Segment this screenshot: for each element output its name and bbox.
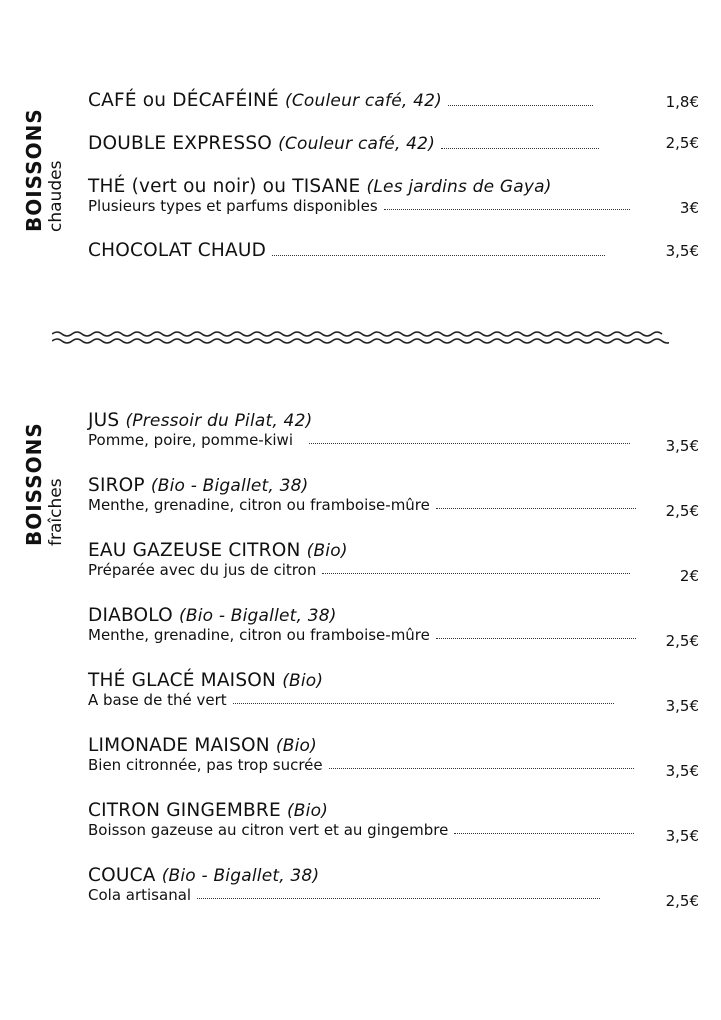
- section-title: BOISSONS: [22, 422, 46, 546]
- item-source: (Les jardins de Gaya): [366, 177, 552, 197]
- item-description: Menthe, grenadine, citron ou framboise-mûre: [88, 496, 430, 514]
- item-price: 3,5€: [665, 827, 699, 845]
- dot-leader: [441, 148, 599, 149]
- dot-leader: [436, 638, 636, 639]
- dot-leader: [233, 703, 614, 704]
- menu-item: [88, 605, 700, 644]
- item-name: EAU GAZEUSE CITRON: [88, 540, 301, 561]
- item-description: Cola artisanal: [88, 886, 192, 904]
- item-source: (Bio): [282, 671, 324, 691]
- item-name: CITRON GINGEMBRE: [88, 800, 281, 821]
- menu-item: [88, 133, 700, 154]
- item-description: Préparée avec du jus de citron: [88, 561, 317, 579]
- item-source: (Bio): [306, 541, 348, 561]
- menu-item: [88, 800, 700, 839]
- menu-item: [88, 540, 700, 579]
- item-source: (Couleur café, 42): [285, 91, 442, 111]
- item-name: DIABOLO: [88, 605, 173, 626]
- dot-leader: [454, 833, 634, 834]
- item-description: A base de thé vert: [88, 691, 227, 709]
- dot-leader: [197, 898, 600, 899]
- item-name: CHOCOLAT CHAUD: [88, 240, 267, 261]
- item-source: (Bio): [275, 736, 317, 756]
- item-name: CAFÉ ou DÉCAFÉINÉ: [88, 90, 279, 111]
- item-description: Bien citronnée, pas trop sucrée: [88, 756, 323, 774]
- item-name: THÉ (vert ou noir) ou TISANE: [88, 176, 361, 197]
- section-label-hot: [22, 108, 66, 232]
- item-name: LIMONADE MAISON: [88, 735, 270, 756]
- dot-leader: [309, 443, 630, 444]
- item-name: JUS: [88, 410, 120, 431]
- item-price: 2,5€: [665, 632, 699, 650]
- item-name: COUCA: [88, 865, 156, 886]
- menu-item: [88, 670, 700, 709]
- item-source: (Couleur café, 42): [278, 134, 436, 154]
- menu-item: [88, 865, 700, 904]
- item-description: Plusieurs types et parfums disponibles: [88, 197, 378, 215]
- section-label-cold: [22, 422, 66, 546]
- dot-leader: [448, 105, 593, 106]
- menu-item: [88, 735, 700, 774]
- item-price: 2,5€: [665, 134, 699, 152]
- item-source: (Bio - Bigallet, 38): [179, 606, 337, 626]
- menu-item: [88, 90, 700, 111]
- item-price: 3,5€: [665, 697, 699, 715]
- dot-leader: [329, 768, 634, 769]
- dot-leader: [436, 508, 636, 509]
- item-name: DOUBLE EXPRESSO: [88, 133, 273, 154]
- dot-leader: [384, 209, 630, 210]
- item-description: Menthe, grenadine, citron ou framboise-mûre: [88, 626, 430, 644]
- dot-leader: [322, 573, 630, 574]
- item-source: (Bio): [286, 801, 329, 821]
- wave-divider: [52, 330, 669, 346]
- dot-leader: [272, 255, 605, 256]
- item-description: Boisson gazeuse au citron vert et au gingembre: [88, 821, 449, 839]
- item-price: 2€: [679, 567, 699, 585]
- item-name: SIROP: [88, 475, 145, 496]
- item-price: 1,8€: [665, 93, 699, 111]
- item-source: (Pressoir du Pilat, 42): [125, 411, 313, 431]
- menu-item: [88, 410, 700, 449]
- menu-item: [88, 176, 700, 215]
- item-source: (Bio - Bigallet, 38): [150, 476, 309, 496]
- item-name: THÉ GLACÉ MAISON: [88, 670, 277, 691]
- item-price: 3,5€: [665, 242, 699, 260]
- item-price: 3,5€: [665, 437, 699, 455]
- item-price: 2,5€: [665, 502, 699, 520]
- menu-item: [88, 475, 700, 514]
- section-subtitle: fraîches: [46, 478, 66, 546]
- item-source: (Bio - Bigallet, 38): [161, 866, 320, 886]
- menu-item: [88, 240, 700, 261]
- item-price: 3€: [679, 199, 699, 217]
- item-description: Pomme, poire, pomme-kiwi: [88, 431, 293, 449]
- item-price: 3,5€: [665, 762, 699, 780]
- section-subtitle: chaudes: [46, 160, 66, 232]
- section-title: BOISSONS: [22, 108, 46, 232]
- item-price: 2,5€: [665, 892, 699, 910]
